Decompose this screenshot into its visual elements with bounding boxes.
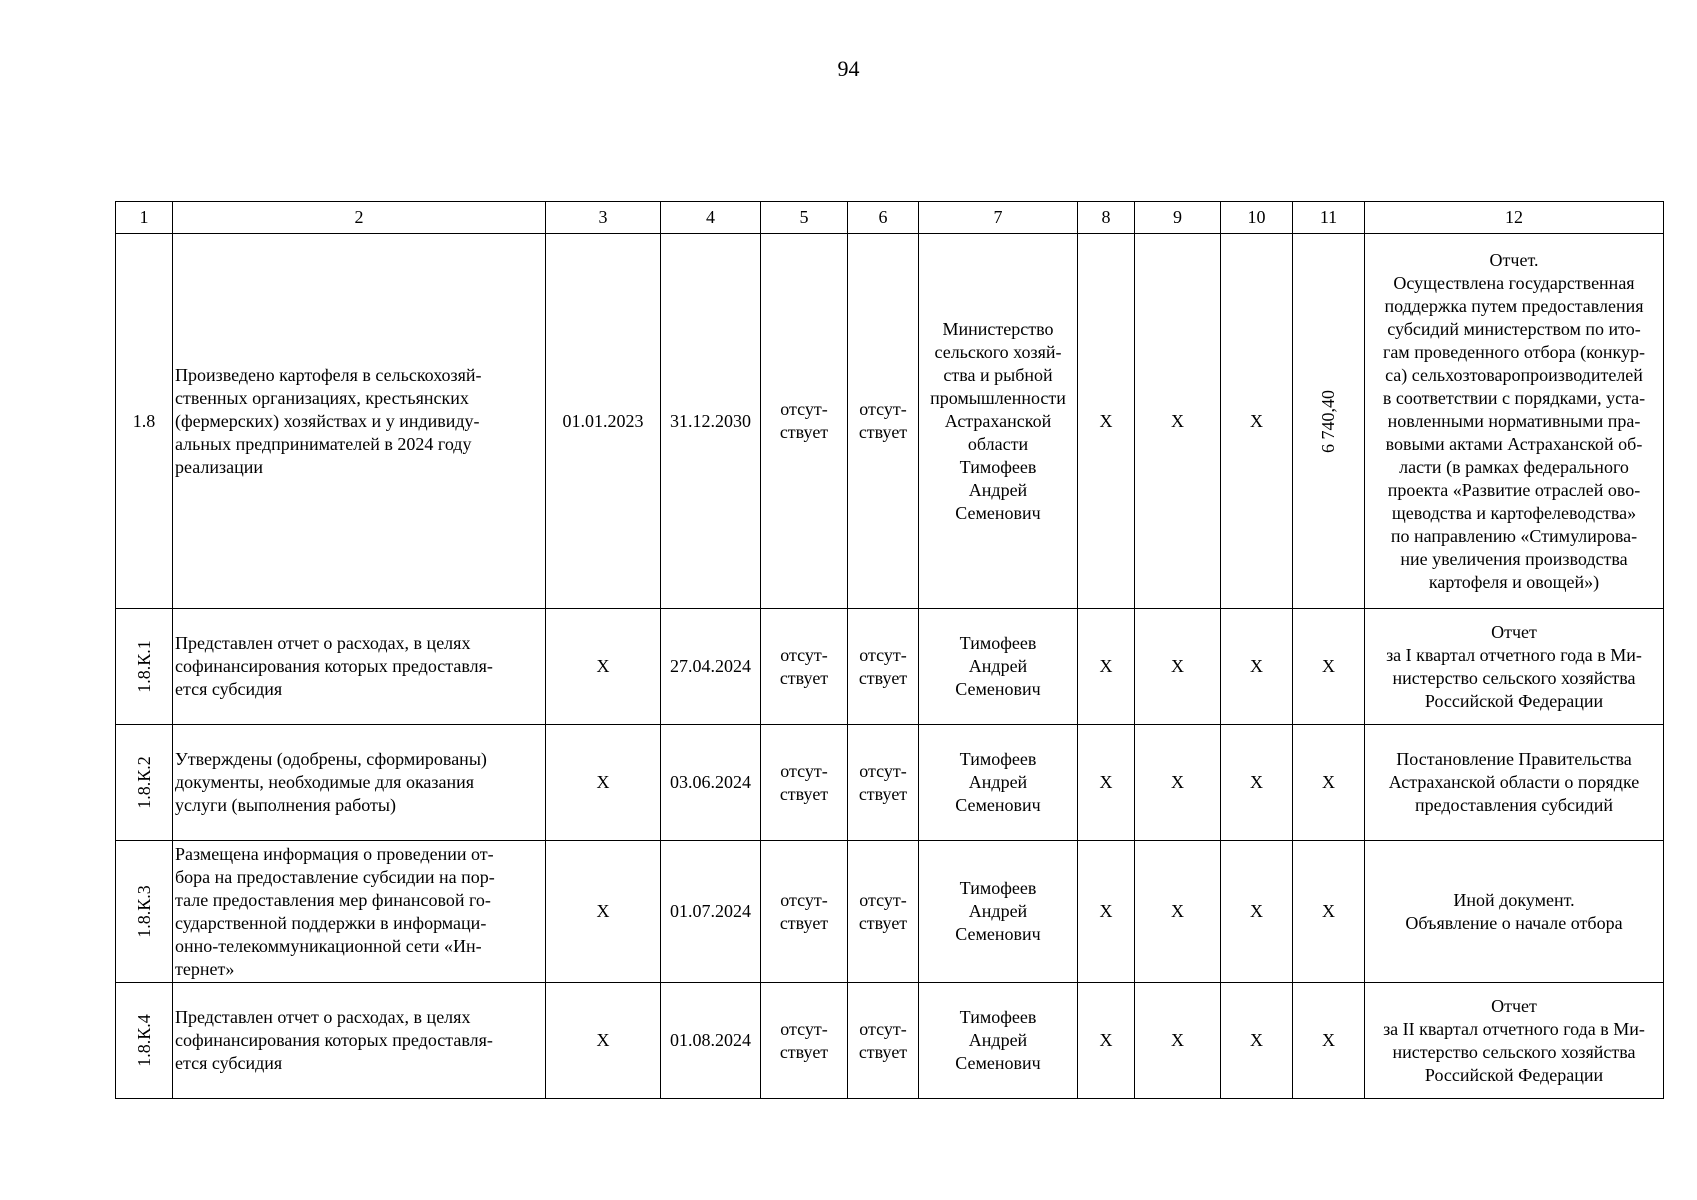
row-col11: X	[1293, 841, 1365, 983]
row-col11: 6 740,40	[1293, 234, 1365, 609]
row-col9: X	[1135, 983, 1221, 1099]
row-start-date: 01.01.2023	[546, 234, 661, 609]
row-col11: X	[1293, 609, 1365, 725]
row-end-date: 31.12.2030	[661, 234, 761, 609]
row-end-date: 01.08.2024	[661, 983, 761, 1099]
row-col10: X	[1221, 234, 1293, 609]
row-col5: отсут- ствует	[761, 609, 848, 725]
row-start-date: X	[546, 725, 661, 841]
data-table	[115, 201, 1664, 1099]
row-col9: X	[1135, 725, 1221, 841]
row-col6: отсут- ствует	[848, 609, 919, 725]
header-cell: 4	[661, 202, 761, 234]
row-col8: X	[1078, 725, 1135, 841]
row-col6: отсут- ствует	[848, 725, 919, 841]
row-result: Отчет. Осуществлена государственная поддержка путем предоставления субсидий министерством по ито- гам проведенного отбора (конкур- са) сельхозтоваропроизводителей в соответствии с порядками, уста- новленными нормативными пра- вовыми актами Астраханской об- ласти (в рамках федерального проекта «Развитие отраслей ово- щеводства и картофелеводства» по направлению «Стимулирова- ние увеличения производства картофеля и овощей»)	[1365, 234, 1664, 609]
table-header-row	[116, 202, 1664, 234]
table-row	[116, 609, 1664, 725]
row-number: 1.8.К.2	[116, 725, 173, 841]
header-cell: 11	[1293, 202, 1365, 234]
row-start-date: X	[546, 983, 661, 1099]
row-col5: отсут- ствует	[761, 983, 848, 1099]
row-start-date: X	[546, 609, 661, 725]
row-result: Отчет за I квартал отчетного года в Ми- нистерство сельского хозяйства Российской Федерации	[1365, 609, 1664, 725]
row-responsible: Тимофеев Андрей Семенович	[919, 983, 1078, 1099]
row-col5: отсут- ствует	[761, 841, 848, 983]
row-number: 1.8	[116, 234, 173, 609]
row-col11: X	[1293, 725, 1365, 841]
header-cell: 7	[919, 202, 1078, 234]
row-end-date: 01.07.2024	[661, 841, 761, 983]
header-cell: 9	[1135, 202, 1221, 234]
row-end-date: 27.04.2024	[661, 609, 761, 725]
table-row	[116, 725, 1664, 841]
row-col9: X	[1135, 841, 1221, 983]
row-col11: X	[1293, 983, 1365, 1099]
row-responsible: Тимофеев Андрей Семенович	[919, 841, 1078, 983]
row-number: 1.8.К.3	[116, 841, 173, 983]
table-row	[116, 234, 1664, 609]
row-col8: X	[1078, 841, 1135, 983]
row-responsible: Министерство сельского хозяй- ства и рыбной промышленности Астраханской области Тимофеев Андрей Семенович	[919, 234, 1078, 609]
row-col10: X	[1221, 983, 1293, 1099]
row-name: Представлен отчет о расходах, в целях софинансирования которых предоставля- ется субсидия	[173, 609, 546, 725]
row-col9: X	[1135, 234, 1221, 609]
row-start-date: X	[546, 841, 661, 983]
row-col8: X	[1078, 234, 1135, 609]
header-cell: 1	[116, 202, 173, 234]
row-end-date: 03.06.2024	[661, 725, 761, 841]
row-col10: X	[1221, 609, 1293, 725]
row-col6: отсут- ствует	[848, 841, 919, 983]
row-col10: X	[1221, 725, 1293, 841]
row-col6: отсут- ствует	[848, 983, 919, 1099]
header-cell: 6	[848, 202, 919, 234]
row-result: Отчет за II квартал отчетного года в Ми- нистерство сельского хозяйства Российской Федерации	[1365, 983, 1664, 1099]
row-col5: отсут- ствует	[761, 725, 848, 841]
row-name: Размещена информация о проведении от- бора на предоставление субсидии на пор- тале предоставления мер финансовой го- сударственной поддержки в информаци- онно-телекоммуникационной сети «Ин- тернет»	[173, 841, 546, 983]
header-cell: 12	[1365, 202, 1664, 234]
row-name: Утверждены (одобрены, сформированы) документы, необходимые для оказания услуги (выполнения работы)	[173, 725, 546, 841]
row-responsible: Тимофеев Андрей Семенович	[919, 609, 1078, 725]
row-name: Произведено картофеля в сельскохозяй- ственных организациях, крестьянских (фермерских) хозяйствах и у индивиду- альных предпринимателей в 2024 году реализации	[173, 234, 546, 609]
table-row	[116, 983, 1664, 1099]
row-number: 1.8.К.1	[116, 609, 173, 725]
header-cell: 10	[1221, 202, 1293, 234]
row-col10: X	[1221, 841, 1293, 983]
header-cell: 5	[761, 202, 848, 234]
row-result: Иной документ. Объявление о начале отбора	[1365, 841, 1664, 983]
header-cell: 2	[173, 202, 546, 234]
row-col5: отсут- ствует	[761, 234, 848, 609]
row-col9: X	[1135, 609, 1221, 725]
row-col6: отсут- ствует	[848, 234, 919, 609]
header-cell: 8	[1078, 202, 1135, 234]
row-number: 1.8.К.4	[116, 983, 173, 1099]
header-cell: 3	[546, 202, 661, 234]
row-responsible: Тимофеев Андрей Семенович	[919, 725, 1078, 841]
table-row	[116, 841, 1664, 983]
row-name: Представлен отчет о расходах, в целях софинансирования которых предоставля- ется субсидия	[173, 983, 546, 1099]
page-number: 94	[837, 56, 860, 81]
row-col8: X	[1078, 609, 1135, 725]
row-col8: X	[1078, 983, 1135, 1099]
row-result: Постановление Правительства Астраханской области о порядке предоставления субсидий	[1365, 725, 1664, 841]
